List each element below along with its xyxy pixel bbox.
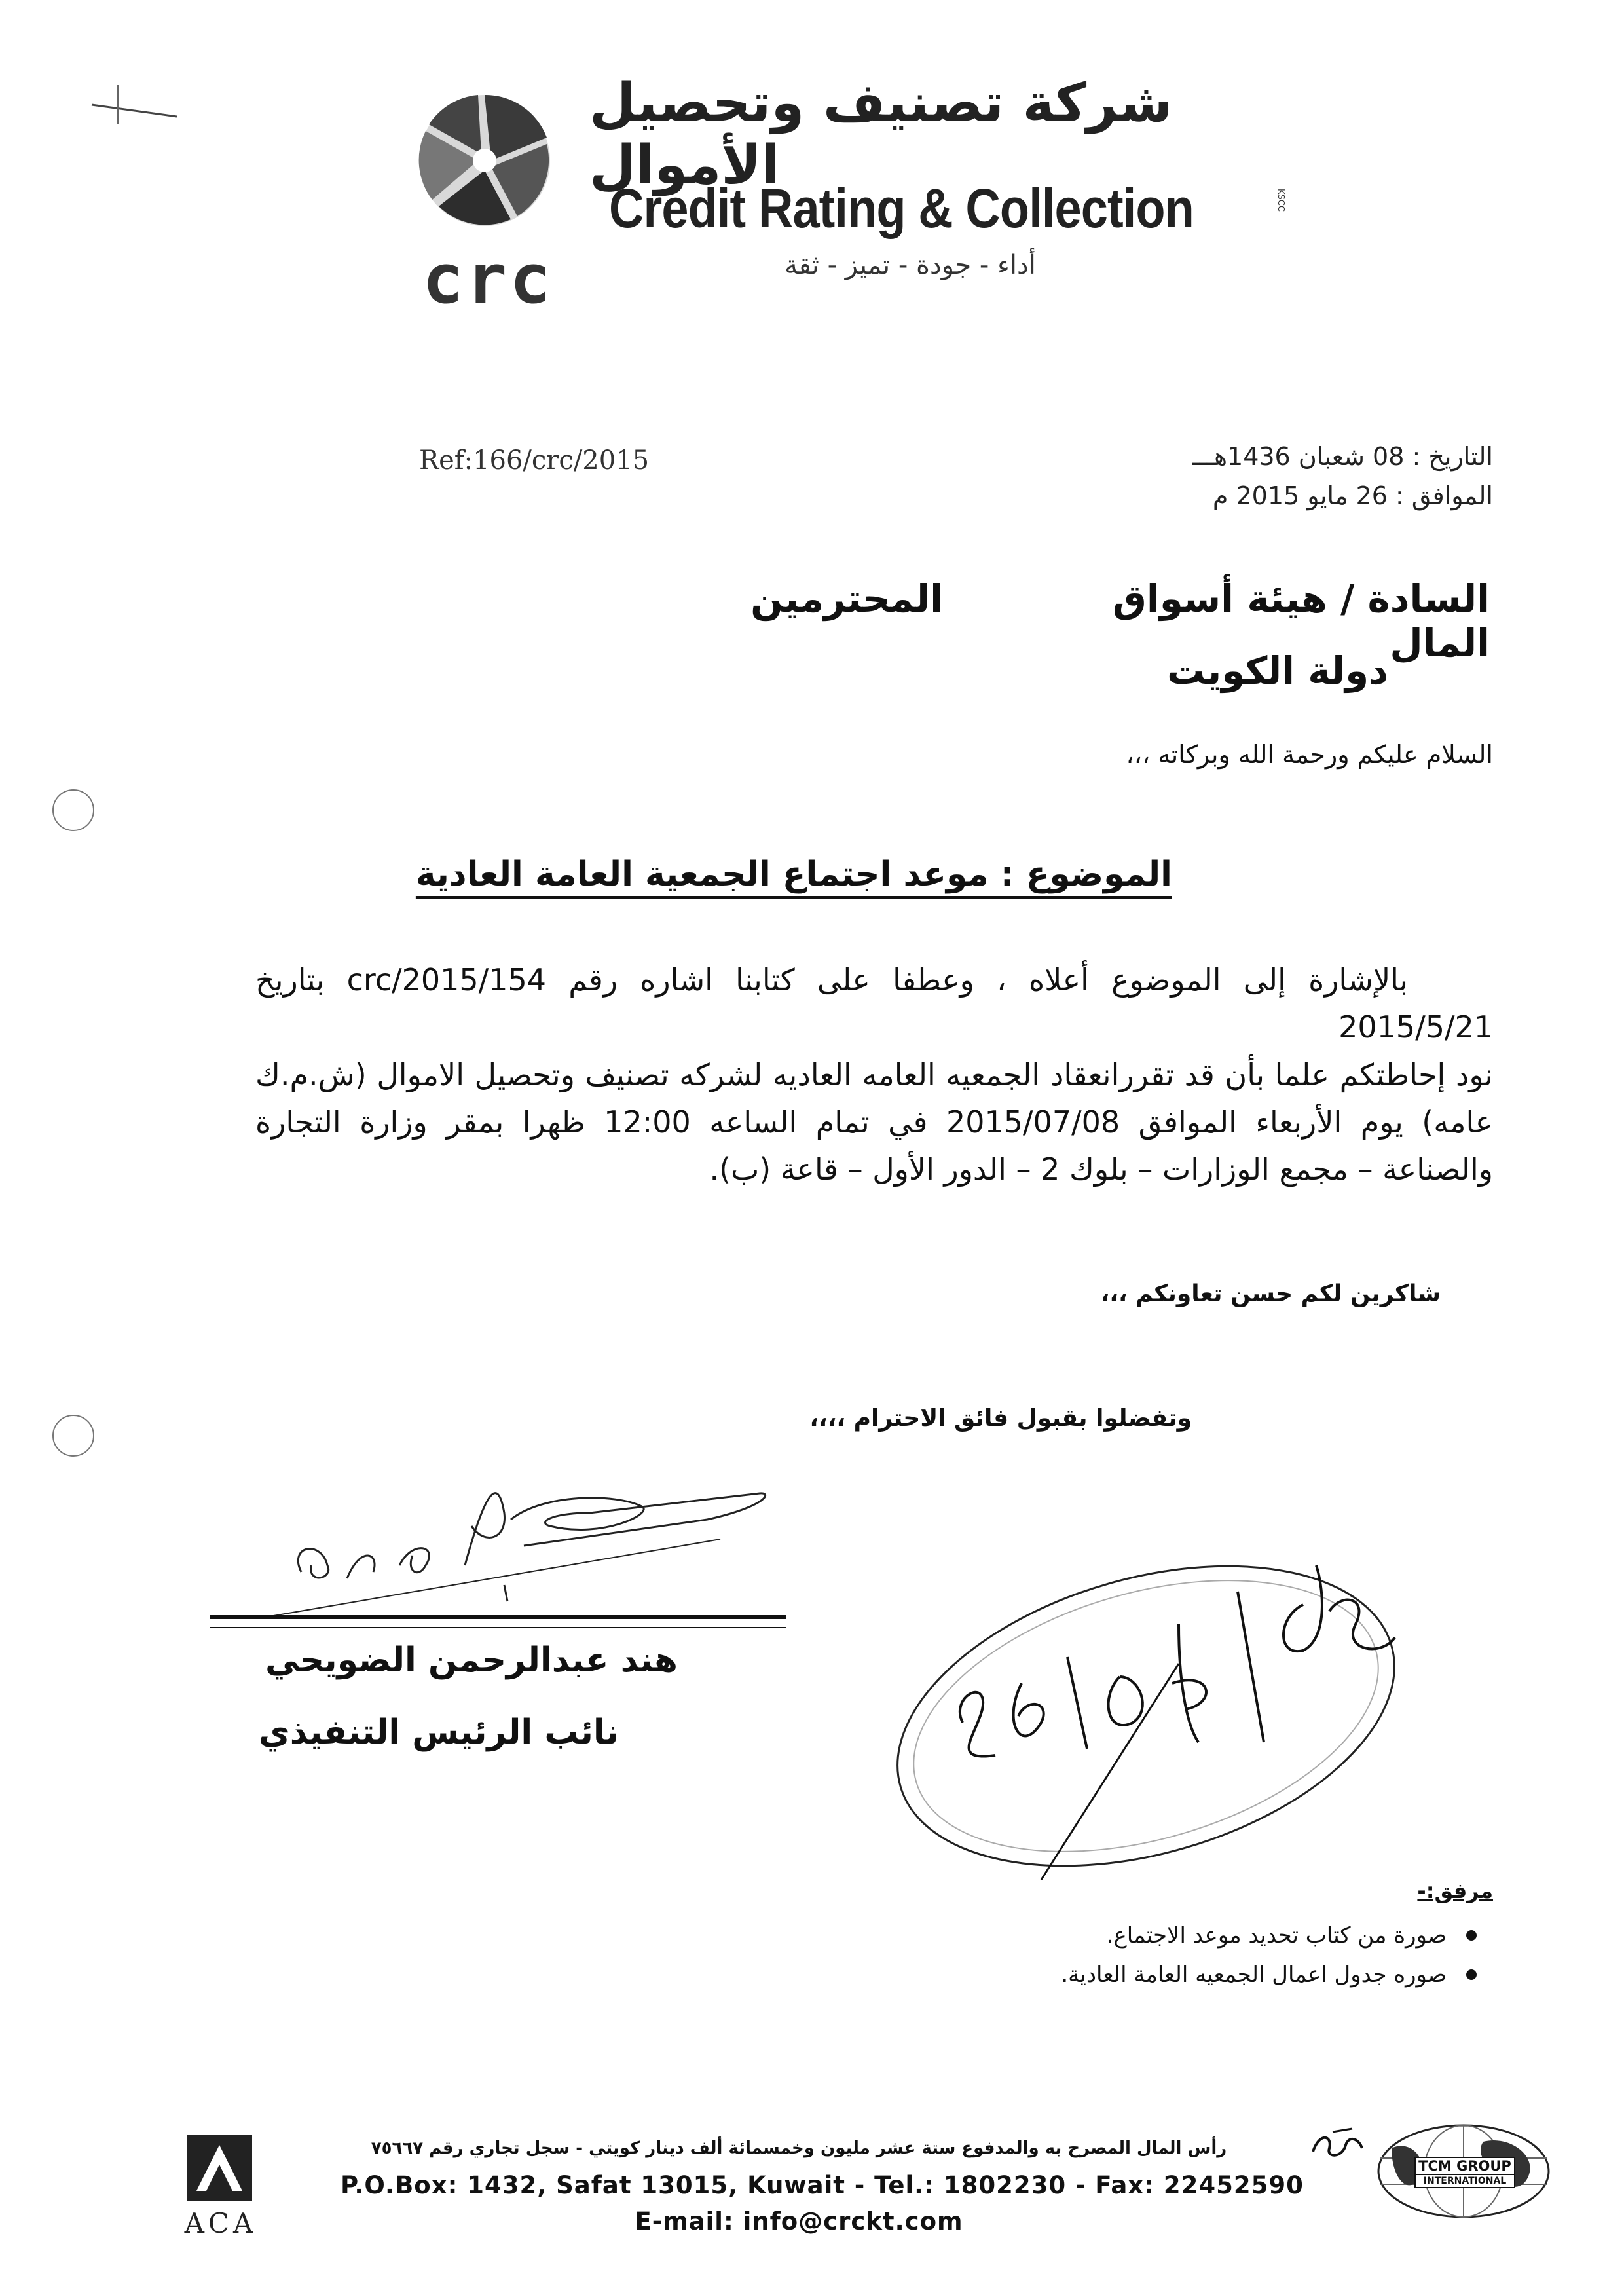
bullet-icon	[1466, 1930, 1477, 1941]
aca-logo-icon	[187, 2135, 252, 2201]
letterhead	[393, 72, 1310, 347]
aca-label: ACA	[184, 2207, 257, 2239]
body-paragraph-1: بالإشارة إلى الموضوع أعلاه ، وعطفا على كتابنا اشاره رقم 154/crc/2015 بتاريخ 2015/5/21	[255, 962, 1493, 1045]
footer-email-line: E-mail: info@crckt.com	[635, 2207, 963, 2235]
attachments-list	[887, 1916, 1477, 1994]
signatory-title: نائب الرئيس التنفيذي	[259, 1713, 619, 1752]
attachment-item-text: صوره جدول اعمال الجمعيه العامة العادية.	[1061, 1962, 1447, 1988]
attachment-item	[887, 1916, 1477, 1955]
punch-hole-top	[52, 789, 94, 831]
attachments-label: مرفق:-	[1417, 1878, 1493, 1903]
thanks-line: شاكرين لكم حسن تعاونكم ،،،	[1100, 1280, 1441, 1307]
bullet-icon	[1466, 1969, 1477, 1980]
footer	[0, 2109, 1624, 2266]
punch-hole-bottom	[52, 1415, 94, 1457]
recipient-line: السادة / هيئة أسواق المال	[1113, 576, 1490, 665]
crc-logo-text: crc	[422, 239, 553, 319]
signatory-name: هند عبدالرحمن الضويحي	[265, 1641, 678, 1680]
company-name-english: Credit Rating & Collection	[609, 177, 1194, 239]
attachment-item	[887, 1955, 1477, 1994]
recipient-honorific: المحترمين	[750, 576, 943, 621]
footer-address-line: P.O.Box: 1432, Safat 13015, Kuwait - Tel.: 1802230 - Fax: 22452590	[341, 2171, 1304, 2199]
greeting: السلام عليكم ورحمة الله وبركاته ،،،	[1126, 740, 1493, 769]
closing-line: وتفضلوا بقبول فائق الاحترام ،،،،	[809, 1405, 1192, 1432]
tcm-monogram-icon	[1306, 2125, 1365, 2165]
handwritten-signature	[249, 1415, 786, 1624]
footer-capital-line: رأس المال المصرح به والمدفوع ستة عشر مليون وخمسمائة ألف دينار كويتي - سجل تجاري رقم ٧٥٦٦٧	[371, 2138, 1227, 2158]
recipient-country: دولة الكويت	[1167, 648, 1388, 693]
company-tagline: أداء - جودة - تميز - ثقة	[784, 250, 1036, 280]
tcm-label: TCM GROUP	[1414, 2157, 1515, 2175]
legal-suffix: KSCC	[1276, 189, 1285, 212]
tcm-sublabel: INTERNATIONAL	[1414, 2175, 1515, 2188]
reference-number: Ref:166/crc/2015	[419, 445, 650, 476]
subject-line: الموضوع : موعد اجتماع الجمعية العامة العادية	[415, 855, 1172, 894]
date-gregorian: الموافق : 26 مايو 2015 م	[1212, 481, 1493, 510]
signature-rule	[210, 1615, 786, 1628]
date-hijri: التاريخ : 08 شعبان 1436هـــ	[1192, 442, 1493, 471]
body-paragraph-2: نود إحاطتكم علما بأن قد تقررانعقاد الجمعيه العامه العاديه لشركه تصنيف وتحصيل الاموال (ش.م.ك عامه) يوم الأربعاء الموافق 2015/07/08 في تمام الساعه 12:00 ظهرا بمقر وزارة التجارة والصناعة – مجمع الوزارات – بلوك 2 – الدور الأول – قاعة (ب).	[255, 1057, 1494, 1187]
crc-logo-icon	[413, 85, 557, 236]
corner-mark	[79, 79, 183, 138]
attachment-item-text: صورة من كتاب تحديد موعد الاجتماع.	[1106, 1922, 1447, 1949]
receipt-stamp	[871, 1526, 1408, 1932]
company-name-arabic: شركة تصنيف وتحصيل الأموال	[589, 72, 1173, 196]
